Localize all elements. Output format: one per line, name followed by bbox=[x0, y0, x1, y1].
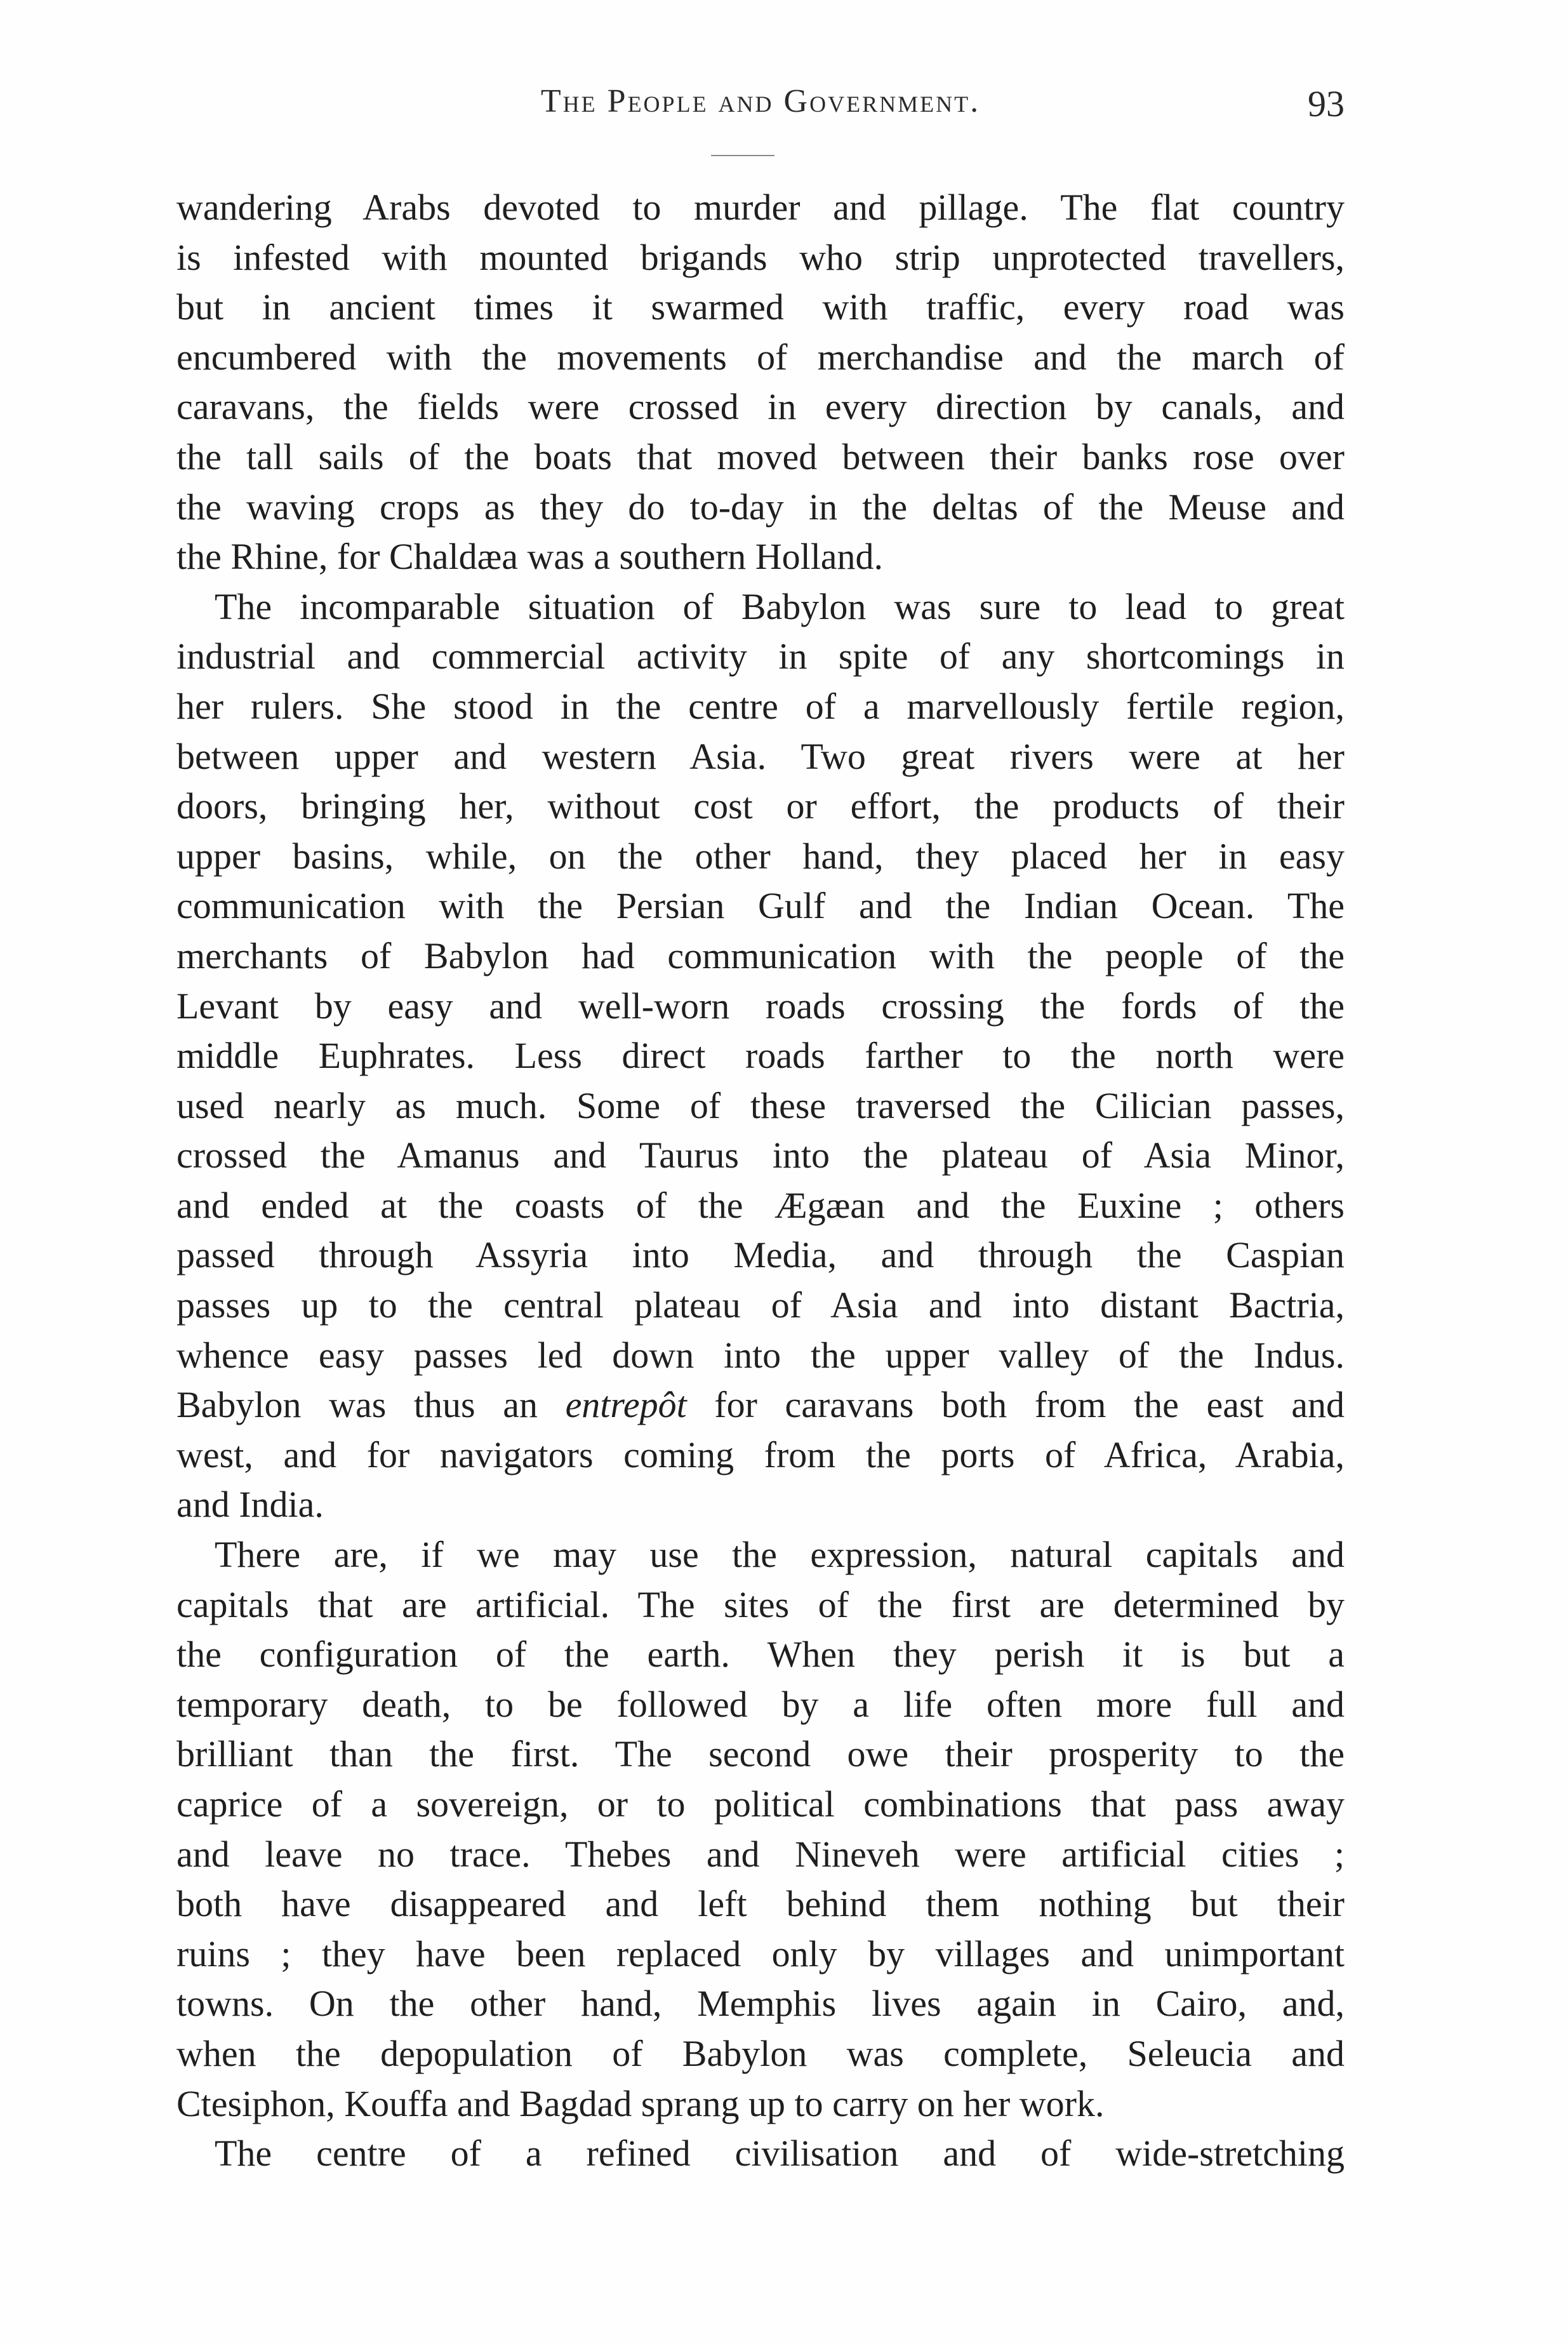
text-line: passes up to the central plateau of Asia and into distant Bactria, bbox=[176, 1284, 1345, 1326]
text-line: and ended at the coasts of the Ægæan and the Euxine ; others bbox=[176, 1184, 1345, 1226]
text-line: between upper and western Asia. Two great rivers were at her bbox=[176, 735, 1345, 777]
text-line: caravans, the fields were crossed in every direction by canals, and bbox=[176, 386, 1345, 428]
text-line: upper basins, while, on the other hand, they placed her in easy bbox=[176, 835, 1345, 877]
header-rule bbox=[711, 155, 774, 156]
italic-term: entrepôt bbox=[565, 1384, 687, 1426]
text-line: brilliant than the first. The second owe their prosperity to the bbox=[176, 1733, 1345, 1775]
text-line: her rulers. She stood in the centre of a marvellously fertile region, bbox=[176, 685, 1345, 727]
text-segment: for caravans both from the east and bbox=[686, 1384, 1345, 1426]
text-line: and India. bbox=[176, 1484, 324, 1526]
text-line: doors, bringing her, without cost or effort, the products of their bbox=[176, 785, 1345, 827]
running-title: The People and Government. bbox=[540, 83, 981, 119]
text-line: when the depopulation of Babylon was complete, Seleucia and bbox=[176, 2032, 1345, 2074]
text-line: merchants of Babylon had communication with the people of the bbox=[176, 935, 1345, 976]
text-line-entrepot bbox=[176, 1380, 1345, 1430]
text-line: The incomparable situation of Babylon was sure to lead to great bbox=[215, 585, 1345, 627]
body-text bbox=[176, 183, 1345, 2179]
text-line: whence easy passes led down into the upper valley of the Indus. bbox=[176, 1334, 1345, 1376]
text-line: and leave no trace. Thebes and Nineveh were artificial cities ; bbox=[176, 1833, 1345, 1875]
text-line: caprice of a sovereign, or to political combinations that pass away bbox=[176, 1783, 1345, 1825]
text-line: the tall sails of the boats that moved between their banks rose over bbox=[176, 436, 1345, 477]
page-number: 93 bbox=[1308, 83, 1345, 124]
text-line: temporary death, to be followed by a life often more full and bbox=[176, 1683, 1345, 1725]
text-line: the Rhine, for Chaldæa was a southern Holland. bbox=[176, 536, 884, 578]
text-line: the configuration of the earth. When they perish it is but a bbox=[176, 1634, 1345, 1675]
text-line: wandering Arabs devoted to murder and pillage. The flat country bbox=[176, 187, 1345, 228]
text-line: capitals that are artificial. The sites of the first are determined by bbox=[176, 1583, 1345, 1625]
text-line: is infested with mounted brigands who strip unprotected travellers, bbox=[176, 236, 1345, 278]
text-line: the waving crops as they do to-day in the deltas of the Meuse and bbox=[176, 486, 1345, 528]
text-line: There are, if we may use the expression, natural capitals and bbox=[215, 1534, 1345, 1576]
text-line: ruins ; they have been replaced only by villages and unimportant bbox=[176, 1933, 1345, 1974]
text-line: The centre of a refined civilisation and of wide-stretching bbox=[215, 2133, 1345, 2174]
text-line: west, and for navigators coming from the ports of Africa, Arabia, bbox=[176, 1434, 1345, 1475]
text-line: middle Euphrates. Less direct roads farther to the north were bbox=[176, 1035, 1345, 1077]
text-line: but in ancient times it swarmed with traffic, every road was bbox=[176, 286, 1345, 328]
text-line: both have disappeared and left behind them nothing but their bbox=[176, 1883, 1345, 1925]
text-line: passed through Assyria into Media, and through the Caspian bbox=[176, 1234, 1345, 1276]
text-line: used nearly as much. Some of these traversed the Cilician passes, bbox=[176, 1084, 1345, 1126]
text-segment: Babylon was thus an bbox=[176, 1384, 566, 1426]
text-line: industrial and commercial activity in spite of any shortcomings in bbox=[176, 636, 1345, 677]
text-line: Levant by easy and well-worn roads crossing the fords of the bbox=[176, 985, 1345, 1027]
text-line: towns. On the other hand, Memphis lives again in Cairo, and, bbox=[176, 1983, 1345, 2025]
running-head bbox=[176, 83, 1345, 133]
text-line: crossed the Amanus and Taurus into the plateau of Asia Minor, bbox=[176, 1135, 1345, 1176]
text-line: encumbered with the movements of merchandise and the march of bbox=[176, 336, 1345, 378]
text-line: communication with the Persian Gulf and the Indian Ocean. The bbox=[176, 885, 1345, 927]
text-line: Ctesiphon, Kouffa and Bagdad sprang up to carry on her work. bbox=[176, 2082, 1105, 2124]
